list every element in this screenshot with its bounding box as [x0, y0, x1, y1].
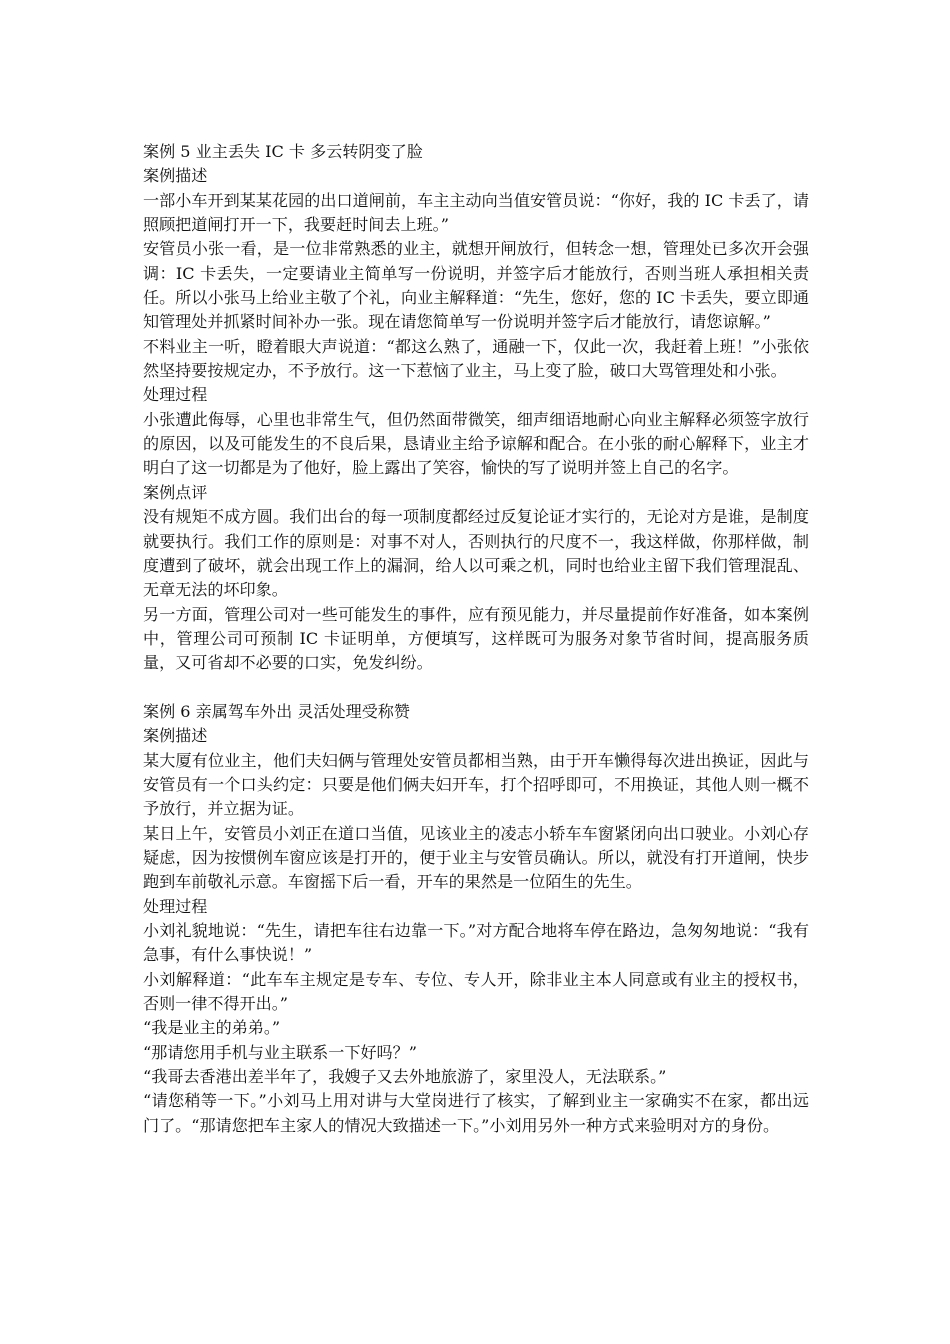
case-6-title: 案例 6 亲属驾车外出 灵活处理受称赞: [143, 701, 410, 721]
case-5-desc-heading: 案例描述: [143, 166, 208, 186]
case-6-process-heading: 处理过程: [143, 896, 208, 916]
case-6-section: [143, 700, 809, 1138]
case-6-desc-paragraph: 某大厦有位业主，他们夫妇俩与管理处安管员都相当熟，由于开车懒得每次进出换证，因此与安管员有一个口头约定：只要是他们俩夫妇开车，打个招呼即可，不用换证，其他人则一概不予放行，并立据为证。: [143, 750, 809, 819]
case-5-comment-paragraph: 没有规矩不成方圆。我们出台的每一项制度都经过反复论证才实行的，无论对方是谁，是制度就要执行。我们工作的原则是：对事不对人，否则执行的尺度不一，我这样做，你那样做，制度遭到了破坏，就会出现工作上的漏洞，给人以可乘之机，同时也给业主留下我们管理混乱、无章无法的坏印象。: [143, 507, 809, 600]
case-6-desc-heading: 案例描述: [143, 726, 208, 746]
case-5-comment-paragraph: 另一方面，管理公司对一些可能发生的事件，应有预见能力，并尽量提前作好准备，如本案例中，管理公司可预制 IC 卡证明单，方便填写，这样既可为服务对象节省时间，提高服务质量，又可省却不必要的口实，免发纠纷。: [143, 604, 809, 673]
case-6-dialogue-line: “我是业主的弟弟。”: [143, 1018, 281, 1038]
case-5-desc-paragraph: 安管员小张一看，是一位非常熟悉的业主，就想开闸放行，但转念一想，管理处已多次开会强调：IC 卡丢失，一定要请业主简单写一份说明，并签字后才能放行，否则当班人承担相关责任。所以小张马上给业主敬了个礼，向业主解释道：“先生，您好，您的 IC 卡丢失，要立即通知管理处并抓紧时间补办一张。现在请您简单写一份说明并签字后才能放行，请您谅解。”: [143, 239, 809, 332]
case-5-comment-heading: 案例点评: [143, 482, 208, 502]
case-5-process-paragraph: 小张遭此侮辱，心里也非常生气，但仍然面带微笑，细声细语地耐心向业主解释必须签字放行的原因，以及可能发生的不良后果，恳请业主给予谅解和配合。在小张的耐心解释下，业主才明白了这一切都是为了他好，脸上露出了笑容，愉快的写了说明并签上自己的名字。: [143, 409, 809, 478]
case-5-process-heading: 处理过程: [143, 385, 208, 405]
case-5-desc-paragraph: 不料业主一听，瞪着眼大声说道：“都这么熟了，通融一下，仅此一次，我赶着上班！”小张依然坚持要按规定办，不予放行。这一下惹恼了业主，马上变了脸，破口大骂管理处和小张。: [143, 336, 809, 381]
case-6-process-paragraph: 小刘解释道：“此车车主规定是专车、专位、专人开，除非业主本人同意或有业主的授权书，否则一律不得开出。”: [143, 969, 809, 1014]
case-5-title: 案例 5 业主丢失 IC 卡 多云转阴变了脸: [143, 142, 423, 161]
case-6-dialogue-line: “我哥去香港出差半年了，我嫂子又去外地旅游了，家里没人，无法联系。”: [143, 1067, 667, 1087]
case-6-process-paragraph: “请您稍等一下。”小刘马上用对讲与大堂岗进行了核实，了解到业主一家确实不在家，都出远门了。“那请您把车主家人的情况大致描述一下。”小刘用另外一种方式来验明对方的身份。: [143, 1091, 809, 1135]
case-6-process-paragraph: 小刘礼貌地说：“先生，请把车往右边靠一下。”对方配合地将车停在路边，急匆匆地说：“我有急事，有什么事快说！”: [143, 921, 809, 965]
case-5-section: [143, 140, 809, 676]
case-6-desc-paragraph: 某日上午，安管员小刘正在道口当值，见该业主的凌志小轿车车窗紧闭向出口驶业。小刘心存疑虑，因为按惯例车窗应该是打开的，便于业主与安管员确认。所以，就没有打开道闸，快步跑到车前敬礼示意。车窗摇下后一看，开车的果然是一位陌生的先生。: [143, 823, 809, 892]
document-page: [143, 140, 809, 1138]
case-6-dialogue-line: “那请您用手机与业主联系一下好吗？”: [143, 1042, 417, 1062]
case-5-desc-paragraph: 一部小车开到某某花园的出口道闸前，车主主动向当值安管员说：“你好，我的 IC 卡丢了，请照顾把道闸打开一下，我要赶时间去上班。”: [143, 190, 809, 235]
